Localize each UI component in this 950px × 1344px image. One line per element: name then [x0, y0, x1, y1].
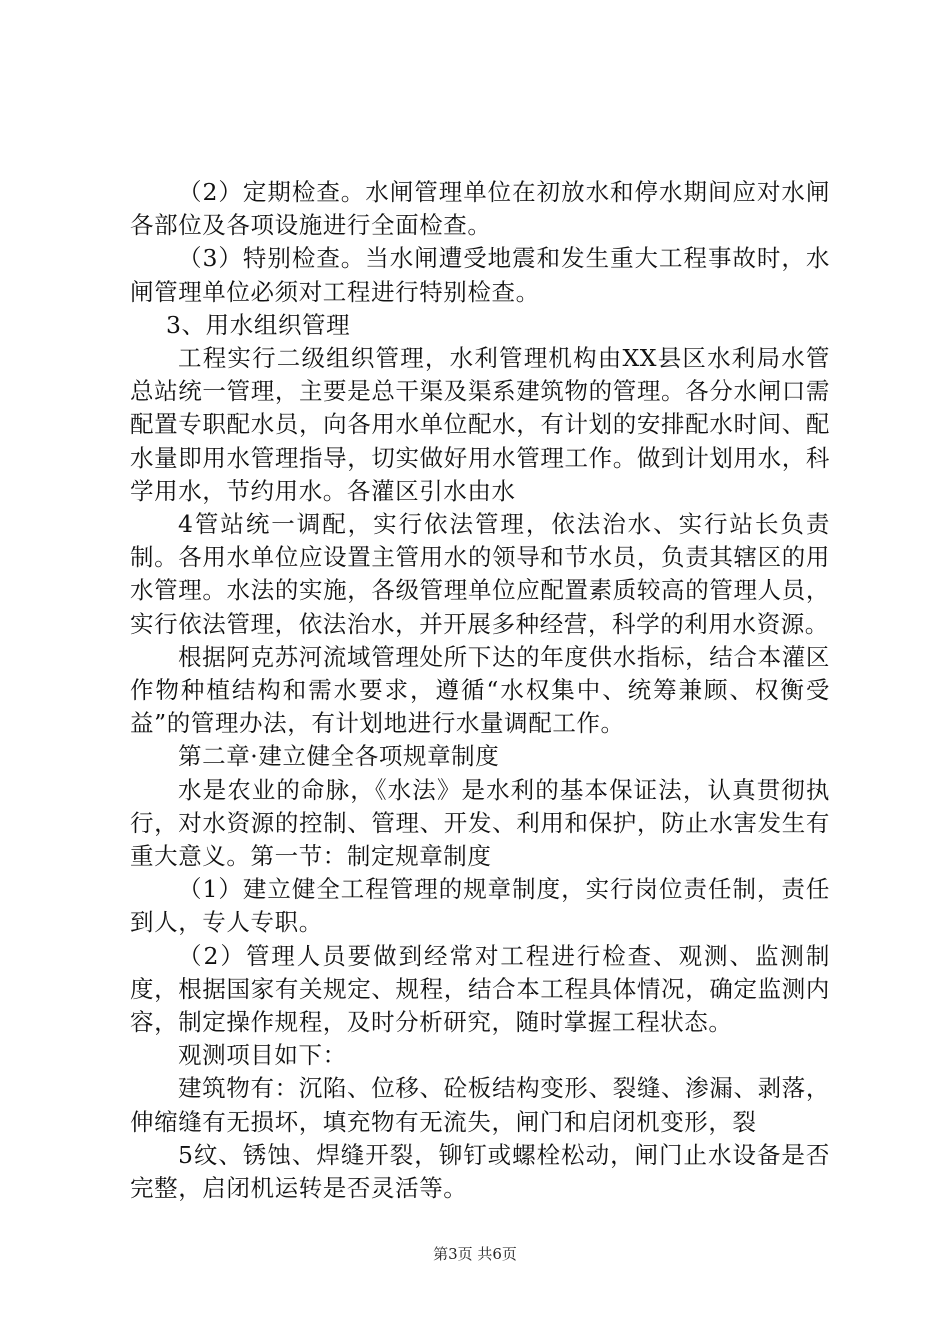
paragraph-rule-1: （1）建立健全工程管理的规章制度，实行岗位责任制，责任到人，专人专职。 [130, 875, 830, 937]
document-body [130, 176, 830, 1205]
paragraph-observation-items: 观测项目如下： [178, 1041, 347, 1070]
paragraph-water-allocation: 根据阿克苏河流域管理处所下达的年度供水指标，结合本灌区作物种植结构和需水要求，遵循“水权集中、统筹兼顾、权衡受益”的管理办法，有计划地进行水量调配工作。 [130, 642, 830, 738]
paragraph-water-law: 水是农业的命脉，《水法》是水利的基本保证法，认真贯彻执行，对水资源的控制、管理、开发、利用和保护，防止水害发生有重大意义。第一节：制定规章制度 [130, 775, 830, 871]
chapter-heading-regulations: 第二章·建立健全各项规章制度 [178, 742, 500, 771]
paragraph-two-level-management: 工程实行二级组织管理，水利管理机构由XX县区水利局水管总站统一管理，主要是总干渠及渠系建筑物的管理。各分水闸口需配置专职配水员，向各用水单位配水，有计划的安排配水时间、配水量即用水管理指导，切实做好用水管理工作。做到计划用水，科学用水，节约用水。各灌区引水由水 [130, 344, 830, 505]
paragraph-building-items: 建筑物有：沉陷、位移、砼板结构变形、裂缝、渗漏、剥落，伸缩缝有无损坏，填充物有无流失，闸门和启闭机变形，裂 [130, 1074, 830, 1136]
section-heading-water-use-management: 3、用水组织管理 [166, 310, 351, 339]
paragraph-special-inspection: （3）特别检查。当水闸遭受地震和发生重大工程事故时，水闸管理单位必须对工程进行特别检查。 [130, 244, 830, 306]
paragraph-station-dispatch: 4管站统一调配，实行依法管理，依法治水、实行站长负责制。各用水单位应设置主管用水的领导和节水员，负责其辖区的用水管理。水法的实施，各级管理单位应配置素质较高的管理人员，实行依法管理，依法治水，并开展多种经营，科学的利用水资源。 [130, 510, 830, 638]
paragraph-corrosion-items: 5纹、锈蚀、焊缝开裂，铆钉或螺栓松动，闸门止水设备是否完整，启闭机运转是否灵活等。 [130, 1140, 830, 1203]
paragraph-periodic-inspection: （2）定期检查。水闸管理单位在初放水和停水期间应对水闸各部位及各项设施进行全面检查。 [130, 178, 830, 240]
page-number-footer: 第3页 共6页 [433, 1245, 517, 1263]
paragraph-rule-2: （2）管理人员要做到经常对工程进行检查、观测、监测制度，根据国家有关规定、规程，结合本工程具体情况，确定监测内容，制定操作规程，及时分析研究，随时掌握工程状态。 [130, 941, 830, 1037]
